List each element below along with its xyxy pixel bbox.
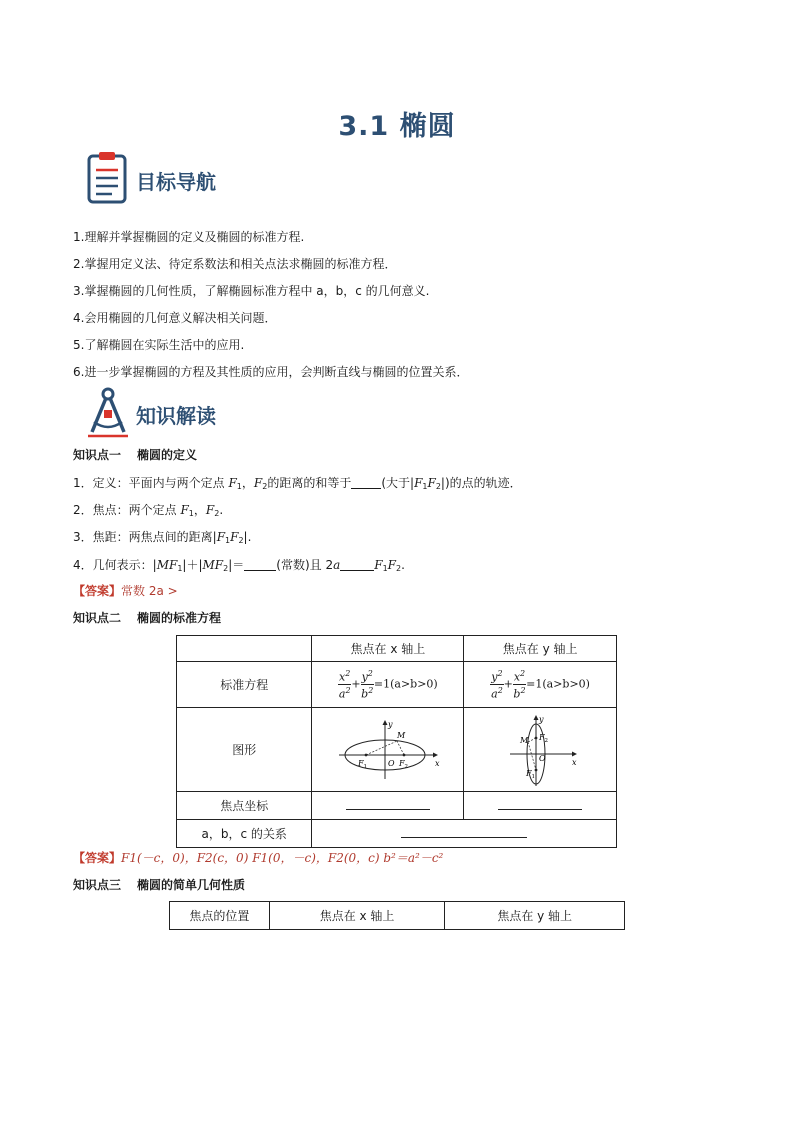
standard-equation-table [176, 635, 617, 848]
row-label: 焦点坐标 [177, 792, 312, 820]
equation-y-cell: $\frac{y^2}{a^2}$ + $\frac{x^2}{b^2}$ =1(a>b>0) [464, 662, 617, 708]
table-row [170, 902, 625, 930]
mf-symbol: MF [202, 558, 224, 572]
kp2-name: 椭圆的标准方程 [137, 611, 222, 625]
fraction: $\frac{x^2}{b^2}$ [513, 669, 526, 701]
kp3-name: 椭圆的简单几何性质 [137, 878, 246, 892]
denominator: a [338, 687, 346, 701]
svg-text:2: 2 [544, 737, 549, 744]
clipboard-icon [86, 150, 130, 206]
kp3-title [73, 876, 245, 893]
kp1-geo-text: |＝ [228, 558, 245, 572]
axis-label-y: y [539, 714, 544, 724]
f2-symbol: F [205, 503, 215, 517]
kp1-geometric-form [73, 556, 405, 573]
kp1-title [73, 446, 197, 463]
header-cell: 焦点的位置 [170, 902, 270, 930]
axis-label-x: x [572, 757, 577, 767]
answer-blank-cell[interactable] [312, 820, 617, 848]
svg-text:2: 2 [404, 763, 408, 770]
f2-sub: 2 [238, 536, 244, 545]
a-symbol: a [333, 558, 341, 572]
period: . [219, 503, 224, 517]
comma: ， [193, 503, 206, 517]
f1-sub: 1 [382, 564, 388, 573]
page-title: 3.1 椭圆 [338, 111, 456, 142]
answer-tag: 【答案】 [73, 584, 122, 598]
answer-values: 常数 2a > [121, 584, 178, 598]
f2-sub: 2 [262, 482, 268, 491]
answer-blank-cell[interactable] [312, 792, 464, 820]
mf-sub: 1 [177, 564, 183, 573]
equation-rest: =1(a>b>0) [373, 678, 438, 691]
svg-text:1: 1 [531, 773, 536, 780]
fill-blank[interactable] [244, 558, 276, 571]
goal-item: 1.理解并掌握椭圆的定义及椭圆的标准方程. [73, 230, 305, 244]
focus-label-f2: F [539, 732, 545, 742]
kp1-focal-distance [73, 528, 251, 545]
answer-tag: 【答案】 [73, 851, 122, 865]
kp1-def-text: (大于| [381, 476, 415, 490]
svg-text:1: 1 [363, 763, 367, 770]
kp1-geo-text: (常数)且 2 [276, 558, 334, 572]
mf-sub: 2 [223, 564, 229, 573]
f1-sub: 1 [422, 482, 428, 491]
table-row [177, 820, 617, 848]
f1-sub: 1 [225, 536, 231, 545]
focus-label-f1: F [357, 758, 364, 768]
kp1-def-text: 的距离的和等于 [267, 476, 352, 490]
axis-label-x: x [434, 758, 440, 768]
focus-label-f1: F [526, 768, 532, 778]
comma: ， [241, 476, 254, 490]
f2-sub: 2 [435, 482, 441, 491]
row-label: 图形 [177, 708, 312, 792]
header-cell: 焦点在 x 轴上 [312, 636, 464, 662]
origin-label: O [387, 758, 395, 768]
f1-symbol: F [228, 476, 237, 490]
fraction: $\frac{y^2}{b^2}$ [361, 669, 374, 701]
fill-blank[interactable] [340, 558, 374, 571]
numerator: y [361, 671, 368, 684]
goal-item: 4.会用椭圆的几何意义解决相关问题． [73, 311, 277, 325]
figure-y-cell [464, 708, 617, 792]
denominator: a [491, 687, 498, 701]
f2-sub: 2 [396, 564, 402, 573]
kp1-answer [73, 582, 178, 599]
f2-symbol: F [427, 476, 436, 490]
row-label: a，b，c 的关系 [177, 820, 312, 848]
table-row [177, 708, 617, 792]
table-row [177, 662, 617, 708]
f2-symbol: F [230, 530, 239, 544]
knowledge-section-label: 知识解读 [136, 404, 216, 428]
ellipse-x-figure [333, 717, 443, 783]
kp1-name: 椭圆的定义 [137, 448, 198, 462]
properties-table [169, 901, 625, 930]
f2-sub: 2 [214, 509, 220, 518]
numerator: x [339, 671, 346, 684]
kp2-answer [73, 849, 443, 866]
f1-sub: 1 [236, 482, 242, 491]
fraction: $\frac{x^2}{a^2}$ [338, 669, 351, 701]
kp2-title [73, 609, 221, 626]
kp1-def-text: 1．定义：平面内与两个定点 [73, 476, 229, 490]
equation-x-cell: $\frac{x^2}{a^2}$ + $\frac{y^2}{b^2}$ =1(a>b>0) [312, 662, 464, 708]
kp2-number: 知识点二 [73, 611, 122, 625]
kp1-focal-text: 3．焦距：两焦点间的距离| [73, 530, 217, 544]
goal-item: 2.掌握用定义法、待定系数法和相关点法求椭圆的标准方程． [73, 257, 397, 271]
header-cell [177, 636, 312, 662]
f1-sub: 1 [188, 509, 194, 518]
kp1-geo-text: |＋| [182, 558, 203, 572]
f1-symbol: F [216, 530, 226, 544]
goal-item: 6.进一步掌握椭圆的方程及其性质的应用，会判断直线与椭圆的位置关系． [73, 365, 469, 379]
fill-blank[interactable] [351, 476, 381, 489]
axis-label-y: y [387, 719, 393, 729]
header-cell: 焦点在 y 轴上 [445, 902, 625, 930]
numerator: x [513, 671, 521, 684]
kp1-def-text: |)的点的轨迹． [440, 476, 522, 490]
table-row [177, 636, 617, 662]
ellipse-y-figure [500, 712, 580, 788]
answer-blank-cell[interactable] [464, 792, 617, 820]
period: . [401, 558, 405, 572]
equation-rest: =1(a>b>0) [526, 678, 590, 691]
period: |. [243, 530, 252, 544]
f1-symbol: F [180, 503, 189, 517]
goal-item: 3.掌握椭圆的几何性质，了解椭圆标准方程中 a，b，c 的几何意义. [73, 284, 430, 298]
f2-symbol: F [253, 476, 263, 490]
kp1-foci [73, 501, 223, 518]
f1-symbol: F [374, 558, 383, 572]
goals-section-label: 目标导航 [136, 170, 216, 194]
focus-label-f2: F [398, 758, 405, 768]
goal-item: 5.了解椭圆在实际生活中的应用. [73, 338, 245, 352]
table-row [177, 792, 617, 820]
f2-symbol: F [387, 558, 396, 572]
fraction: $\frac{y^2}{a^2}$ [491, 669, 503, 701]
denominator: b [361, 687, 369, 701]
header-cell: 焦点在 y 轴上 [464, 636, 617, 662]
kp3-number: 知识点三 [73, 878, 122, 892]
header-cell: 焦点在 x 轴上 [269, 902, 445, 930]
origin-label: O [539, 753, 546, 763]
numerator: y [491, 671, 498, 684]
figure-x-cell [312, 708, 464, 792]
point-label-m: M [520, 735, 529, 745]
compass-icon [86, 384, 130, 440]
point-label-m: M [396, 730, 406, 740]
kp1-geo-text: 4．几何表示：| [73, 558, 157, 572]
row-label: 标准方程 [177, 662, 312, 708]
kp1-definition [73, 474, 522, 491]
denominator: b [513, 687, 521, 701]
mf-symbol: MF [156, 558, 178, 572]
kp1-number: 知识点一 [73, 448, 122, 462]
answer-values: F1(－c，0)，F2(c，0) F1(0，－c)，F2(0，c) b²＝a²－c² [121, 851, 444, 865]
kp1-foci-text: 2．焦点：两个定点 [73, 503, 181, 517]
f1-symbol: F [414, 476, 423, 490]
